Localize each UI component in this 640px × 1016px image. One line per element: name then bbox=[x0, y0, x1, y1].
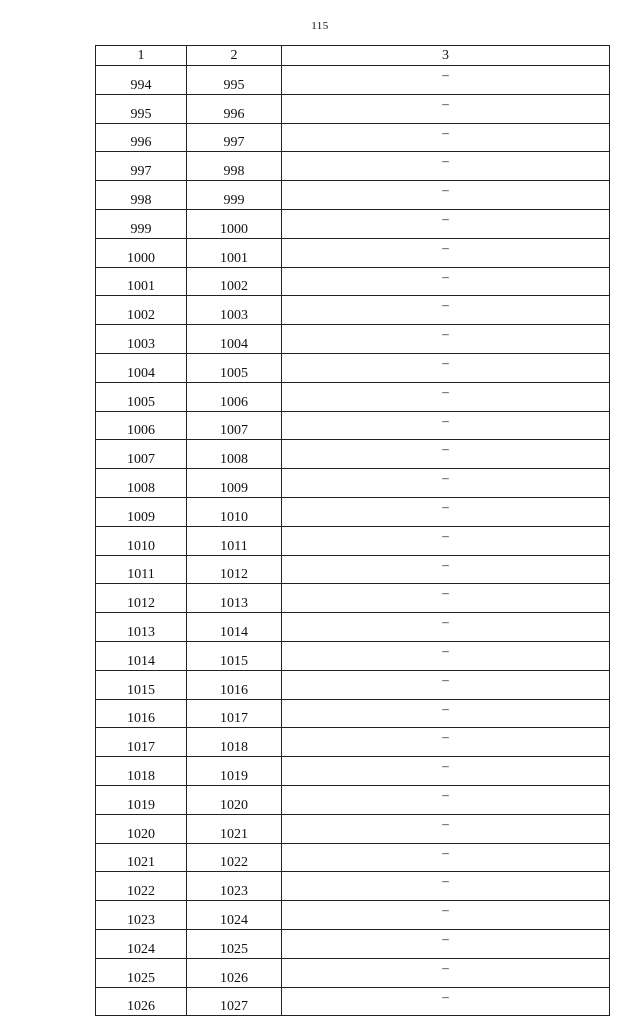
cell-col-3: – bbox=[282, 325, 610, 354]
cell-col-2: 1011 bbox=[187, 526, 282, 555]
cell-col-1: 997 bbox=[96, 152, 187, 181]
header-row bbox=[96, 46, 610, 66]
cell-col-1: 1001 bbox=[96, 267, 187, 296]
cell-col-3: – bbox=[282, 929, 610, 958]
cell-col-1: 1014 bbox=[96, 641, 187, 670]
table-row bbox=[96, 123, 610, 152]
cell-col-3: – bbox=[282, 987, 610, 1016]
cell-col-2: 1020 bbox=[187, 785, 282, 814]
cell-col-1: 1021 bbox=[96, 843, 187, 872]
cell-col-3: – bbox=[282, 670, 610, 699]
cell-col-1: 1005 bbox=[96, 382, 187, 411]
table-row bbox=[96, 843, 610, 872]
cell-col-2: 1009 bbox=[187, 469, 282, 498]
cell-col-3: – bbox=[282, 497, 610, 526]
cell-col-3: – bbox=[282, 66, 610, 95]
cell-col-1: 995 bbox=[96, 94, 187, 123]
column-header-2: 2 bbox=[187, 46, 282, 66]
cell-col-1: 1025 bbox=[96, 958, 187, 987]
cell-col-2: 1013 bbox=[187, 584, 282, 613]
cell-col-2: 1001 bbox=[187, 238, 282, 267]
cell-col-3: – bbox=[282, 123, 610, 152]
cell-col-2: 996 bbox=[187, 94, 282, 123]
table-row bbox=[96, 411, 610, 440]
cell-col-2: 1023 bbox=[187, 872, 282, 901]
table-body bbox=[96, 66, 610, 1016]
cell-col-3: – bbox=[282, 843, 610, 872]
cell-col-3: – bbox=[282, 584, 610, 613]
cell-col-1: 1002 bbox=[96, 296, 187, 325]
cell-col-1: 1006 bbox=[96, 411, 187, 440]
cell-col-3: – bbox=[282, 209, 610, 238]
cell-col-2: 1016 bbox=[187, 670, 282, 699]
cell-col-1: 1024 bbox=[96, 929, 187, 958]
table-row bbox=[96, 296, 610, 325]
table-row bbox=[96, 209, 610, 238]
page-number: 115 bbox=[311, 20, 329, 32]
cell-col-1: 1022 bbox=[96, 872, 187, 901]
table-row bbox=[96, 181, 610, 210]
cell-col-1: 1016 bbox=[96, 699, 187, 728]
cell-col-3: – bbox=[282, 181, 610, 210]
table-row bbox=[96, 440, 610, 469]
cell-col-3: – bbox=[282, 440, 610, 469]
table-row bbox=[96, 66, 610, 95]
cell-col-2: 1010 bbox=[187, 497, 282, 526]
table-row bbox=[96, 353, 610, 382]
cell-col-3: – bbox=[282, 641, 610, 670]
cell-col-2: 1005 bbox=[187, 353, 282, 382]
cell-col-1: 1003 bbox=[96, 325, 187, 354]
cell-col-2: 1014 bbox=[187, 613, 282, 642]
cell-col-1: 1023 bbox=[96, 901, 187, 930]
cell-col-2: 1004 bbox=[187, 325, 282, 354]
cell-col-1: 1015 bbox=[96, 670, 187, 699]
table-row bbox=[96, 814, 610, 843]
cell-col-3: – bbox=[282, 555, 610, 584]
cell-col-2: 1002 bbox=[187, 267, 282, 296]
cell-col-3: – bbox=[282, 728, 610, 757]
cell-col-1: 994 bbox=[96, 66, 187, 95]
cell-col-2: 1018 bbox=[187, 728, 282, 757]
cell-col-2: 1015 bbox=[187, 641, 282, 670]
cell-col-2: 1026 bbox=[187, 958, 282, 987]
table-row bbox=[96, 987, 610, 1016]
cell-col-3: – bbox=[282, 411, 610, 440]
table-row bbox=[96, 670, 610, 699]
cell-col-2: 1012 bbox=[187, 555, 282, 584]
table-row bbox=[96, 555, 610, 584]
table-row bbox=[96, 497, 610, 526]
cell-col-1: 1018 bbox=[96, 757, 187, 786]
cell-col-1: 999 bbox=[96, 209, 187, 238]
cell-col-3: – bbox=[282, 814, 610, 843]
column-header-3: 3 bbox=[282, 46, 610, 66]
column-header-1: 1 bbox=[96, 46, 187, 66]
cell-col-3: – bbox=[282, 296, 610, 325]
cell-col-3: – bbox=[282, 872, 610, 901]
table-row bbox=[96, 613, 610, 642]
cell-col-3: – bbox=[282, 699, 610, 728]
cell-col-2: 1017 bbox=[187, 699, 282, 728]
cell-col-3: – bbox=[282, 958, 610, 987]
cell-col-2: 998 bbox=[187, 152, 282, 181]
cell-col-3: – bbox=[282, 613, 610, 642]
cell-col-3: – bbox=[282, 382, 610, 411]
table-row bbox=[96, 641, 610, 670]
cell-col-2: 1025 bbox=[187, 929, 282, 958]
cell-col-1: 1019 bbox=[96, 785, 187, 814]
cell-col-2: 1000 bbox=[187, 209, 282, 238]
cell-col-3: – bbox=[282, 94, 610, 123]
cell-col-2: 1027 bbox=[187, 987, 282, 1016]
cell-col-1: 1008 bbox=[96, 469, 187, 498]
cell-col-3: – bbox=[282, 526, 610, 555]
cell-col-2: 995 bbox=[187, 66, 282, 95]
cell-col-3: – bbox=[282, 757, 610, 786]
table-row bbox=[96, 325, 610, 354]
cell-col-3: – bbox=[282, 901, 610, 930]
table-row bbox=[96, 872, 610, 901]
cell-col-1: 1020 bbox=[96, 814, 187, 843]
cell-col-3: – bbox=[282, 238, 610, 267]
table-row bbox=[96, 728, 610, 757]
cell-col-2: 997 bbox=[187, 123, 282, 152]
cell-col-2: 999 bbox=[187, 181, 282, 210]
cell-col-2: 1008 bbox=[187, 440, 282, 469]
cell-col-2: 1021 bbox=[187, 814, 282, 843]
cell-col-2: 1022 bbox=[187, 843, 282, 872]
table-row bbox=[96, 757, 610, 786]
data-table bbox=[95, 45, 610, 1016]
table-row bbox=[96, 958, 610, 987]
cell-col-1: 1000 bbox=[96, 238, 187, 267]
table-row bbox=[96, 267, 610, 296]
cell-col-1: 996 bbox=[96, 123, 187, 152]
table-row bbox=[96, 526, 610, 555]
table-row bbox=[96, 469, 610, 498]
cell-col-3: – bbox=[282, 267, 610, 296]
table-row bbox=[96, 584, 610, 613]
table-header bbox=[96, 46, 610, 66]
cell-col-1: 998 bbox=[96, 181, 187, 210]
cell-col-2: 1006 bbox=[187, 382, 282, 411]
table-row bbox=[96, 785, 610, 814]
cell-col-2: 1003 bbox=[187, 296, 282, 325]
cell-col-1: 1004 bbox=[96, 353, 187, 382]
cell-col-2: 1024 bbox=[187, 901, 282, 930]
table-row bbox=[96, 929, 610, 958]
cell-col-2: 1019 bbox=[187, 757, 282, 786]
table-row bbox=[96, 699, 610, 728]
cell-col-1: 1009 bbox=[96, 497, 187, 526]
cell-col-1: 1011 bbox=[96, 555, 187, 584]
table-row bbox=[96, 152, 610, 181]
cell-col-2: 1007 bbox=[187, 411, 282, 440]
cell-col-3: – bbox=[282, 469, 610, 498]
cell-col-1: 1007 bbox=[96, 440, 187, 469]
cell-col-3: – bbox=[282, 152, 610, 181]
table-row bbox=[96, 238, 610, 267]
cell-col-3: – bbox=[282, 785, 610, 814]
cell-col-1: 1012 bbox=[96, 584, 187, 613]
table-row bbox=[96, 382, 610, 411]
cell-col-3: – bbox=[282, 353, 610, 382]
cell-col-1: 1010 bbox=[96, 526, 187, 555]
cell-col-1: 1013 bbox=[96, 613, 187, 642]
table-row bbox=[96, 94, 610, 123]
cell-col-1: 1017 bbox=[96, 728, 187, 757]
cell-col-1: 1026 bbox=[96, 987, 187, 1016]
